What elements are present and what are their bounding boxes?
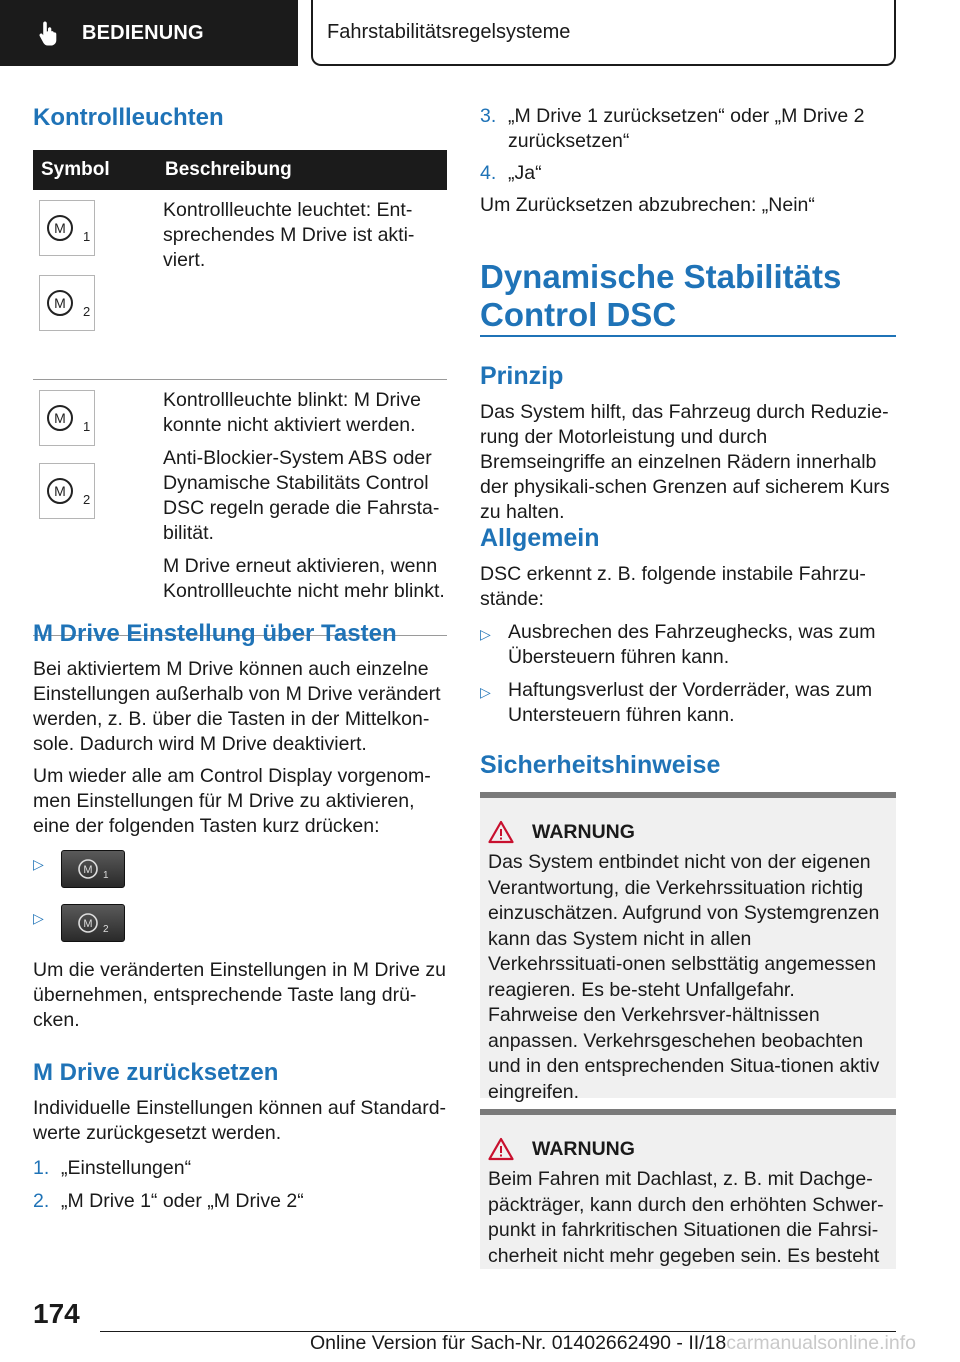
prinzip-body [480,400,896,525]
column-header-description: Beschreibung [165,159,292,180]
description-text: Kontrollleuchte leuchtet: Ent-sprechendes M Drive ist akti-viert. [163,199,415,271]
triangle-bullet-icon: ▷ [480,626,491,642]
list-item: 4. „Ja“ [480,162,542,184]
paragraph: Das System hilft, das Fahrzeug durch Reduzie-rung der Motorleistung und durch Bremseingriffe an einzelnen Rädern innerhalb der physikali-schen Grenzen auf sicherem Kurs zu halten. [480,401,890,523]
chapter-label: Fahrstabilitätsregelsysteme [327,20,571,43]
chapter-tab [311,0,896,66]
allgemein-heading: Allgemein [480,524,600,552]
page-number: 174 [33,1298,80,1329]
reset-heading: M Drive zurücksetzen [33,1059,279,1086]
m-drive-1-indicator-icon [39,200,95,256]
warning-label: WARNUNG [532,1137,635,1160]
heading-divider [480,335,896,337]
warning-text: Das System entbindet nicht von der eigenen Verantwortung, die Verkehrssituation richtig einzuschätzen. Aufgrund von Systemgrenzen kann das System nicht in allen Verkehrssituati-onen selbsttätig angemessen reagieren. Es be-steht Unfallgefahr. Fahrweise den Verkehrsver-hältnissen anpassen. Verkehrsgeschehen beobachten und in den entsprechenden Situa-tionen aktiv eingreifen. [488,851,880,1103]
svg-text:M: M [83,864,93,876]
svg-text:M: M [83,918,93,930]
table-row [33,380,447,636]
triangle-bullet-icon: ▷ [33,910,44,926]
warning-triangle-icon [488,1137,514,1161]
row2-description [163,388,447,612]
warning-triangle-icon [488,820,514,844]
section-label: BEDIENUNG [82,21,204,44]
online-version: Online Version für Sach-Nr. 01402662490 - II/18 [310,1332,727,1354]
m2-button-icon [61,904,125,942]
watermark: carmanualsonline.info [726,1332,916,1354]
m1-button-icon [61,850,125,888]
svg-text:M: M [54,220,66,236]
indicator-table [33,150,447,636]
tasten-body [33,657,447,839]
description-text: M Drive erneut aktivieren, wenn Kontrollleuchte nicht mehr blinkt. [163,555,445,602]
paragraph: Um Zurücksetzen abzubrechen: „Nein“ [480,194,815,216]
table-row [33,190,447,380]
footer-text [310,1332,916,1355]
m-drive-2-indicator-icon [39,275,95,331]
page-header [0,0,960,66]
list-item [33,850,447,888]
paragraph: Bei aktiviertem M Drive können auch einzelne Einstellungen außerhalb von M Drive verändert werden, z. B. über die Tasten in der Mittelkon-sole. Dadurch wird M Drive deaktiviert. [33,658,441,755]
list-item: ▷ Ausbrechen des Fahrzeughecks, was zum Übersteuern führen kann. [480,621,876,668]
sicherheitshinweise-heading: Sicherheitshinweise [480,751,721,779]
row1-description [163,198,447,281]
warning-box [480,792,896,1103]
description-text: Kontrollleuchte blinkt: M Drive konnte nicht aktiviert werden. [163,389,421,436]
list-item: 2. „M Drive 1“ oder „M Drive 2“ [33,1190,304,1212]
warning-text: Beim Fahren mit Dachlast, z. B. mit Dachge-päckträger, kann durch den erhöhten Schwer-punkt in fahrkritischen Situationen die Fahrsi-cherheit nicht mehr gegeben sein. Es besteht [488,1168,884,1267]
paragraph: Um die veränderten Einstellungen in M Drive zu übernehmen, entsprechende Taste lang drü-cken. [33,959,446,1031]
svg-text:2: 2 [83,304,91,319]
svg-text:M: M [54,295,66,311]
section-tab [0,0,298,66]
svg-text:M: M [54,483,66,499]
svg-text:1: 1 [103,870,109,881]
list-item: 1. „Einstellungen“ [33,1157,192,1179]
warning-label: WARNUNG [532,820,635,843]
prinzip-heading: Prinzip [480,362,564,390]
svg-text:2: 2 [103,924,109,935]
warning-header [488,1137,888,1161]
kontrollleuchten-heading: Kontrollleuchten [33,104,224,131]
button-list [33,850,447,942]
list-item: ▷ Haftungsverlust der Vorderräder, was zum Untersteuern führen kann. [480,679,873,726]
m-drive-1-indicator-icon [39,390,95,446]
triangle-bullet-icon: ▷ [33,856,44,872]
table-header [33,150,447,190]
reset-steps-continued [480,104,896,218]
warning-header [488,820,888,844]
svg-text:M: M [54,410,66,426]
list-item: 3. „M Drive 1 zurücksetzen“ oder „M Drive 2 zurücksetzen“ [480,105,865,152]
list-item [33,904,447,942]
column-header-symbol: Symbol [41,159,110,180]
tasten-closing [33,958,447,1033]
tasten-heading: M Drive Einstellung über Tasten [33,620,397,647]
paragraph: Um wieder alle am Control Display vorgenom-men Einstellungen für M Drive zu aktivieren, eine der folgenden Tasten kurz drücken: [33,765,431,837]
m-drive-2-indicator-icon [39,463,95,519]
dsc-heading: Dynamische Stabilitäts Control DSC [480,258,842,333]
svg-text:1: 1 [83,419,91,434]
svg-text:2: 2 [83,492,91,507]
triangle-bullet-icon: ▷ [480,684,491,700]
allgemein-body [480,562,896,728]
hand-pointer-icon [38,20,60,46]
svg-text:1: 1 [83,229,91,244]
reset-body [33,1096,447,1214]
description-text: Anti-Blockier-System ABS oder Dynamische Stabilitäts Control DSC regeln gerade die Fahrsta-bilität. [163,447,440,544]
warning-box [480,1109,896,1269]
paragraph: DSC erkennt z. B. folgende instabile Fahrzu-stände: [480,563,866,610]
paragraph: Individuelle Einstellungen können auf Standard-werte zurückgesetzt werden. [33,1097,447,1144]
